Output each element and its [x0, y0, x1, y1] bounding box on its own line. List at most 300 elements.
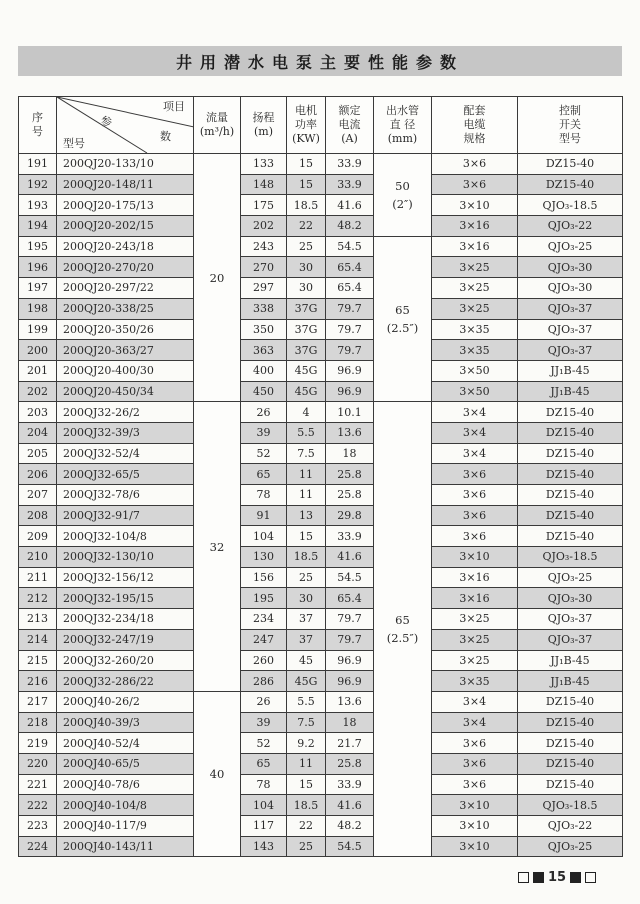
- model-cell: 200QJ32-26/2: [57, 402, 194, 423]
- header-cable: 配套 电缆 规格: [432, 97, 518, 154]
- model-cell: 200QJ40-26/2: [57, 691, 194, 712]
- switch-cell: DZ15-40: [518, 712, 623, 733]
- power-cell: 22: [287, 816, 326, 837]
- table-row: [19, 588, 623, 609]
- switch-cell: QJO₃-37: [518, 340, 623, 361]
- head-cell: 175: [241, 195, 287, 216]
- power-cell: 7.5: [287, 443, 326, 464]
- switch-cell: QJO₃-37: [518, 609, 623, 630]
- square-outline-icon: [585, 872, 596, 883]
- model-cell: 200QJ20-202/15: [57, 216, 194, 237]
- flow-value: 32: [209, 539, 225, 554]
- table-row: [19, 360, 623, 381]
- power-cell: 45: [287, 650, 326, 671]
- switch-cell: DZ15-40: [518, 485, 623, 506]
- row-number: 213: [19, 609, 57, 630]
- current-cell: 54.5: [326, 236, 374, 257]
- table-row: [19, 691, 623, 712]
- power-cell: 15: [287, 174, 326, 195]
- power-cell: 25: [287, 836, 326, 857]
- switch-cell: DZ15-40: [518, 774, 623, 795]
- table-row: [19, 257, 623, 278]
- table-row: [19, 340, 623, 361]
- table-row: [19, 505, 623, 526]
- current-cell: 33.9: [326, 154, 374, 175]
- cable-cell: 3×25: [432, 629, 518, 650]
- current-cell: 54.5: [326, 567, 374, 588]
- row-number: 209: [19, 526, 57, 547]
- row-number: 212: [19, 588, 57, 609]
- current-cell: 79.7: [326, 629, 374, 650]
- table-row: [19, 526, 623, 547]
- row-number: 221: [19, 774, 57, 795]
- head-cell: 91: [241, 505, 287, 526]
- current-cell: 48.2: [326, 216, 374, 237]
- model-cell: 200QJ20-175/13: [57, 195, 194, 216]
- switch-cell: JJ₁B-45: [518, 671, 623, 692]
- switch-cell: DZ15-40: [518, 402, 623, 423]
- table-row: [19, 216, 623, 237]
- head-cell: 243: [241, 236, 287, 257]
- table-row: [19, 443, 623, 464]
- table-row: [19, 671, 623, 692]
- row-number: 223: [19, 816, 57, 837]
- model-cell: 200QJ20-270/20: [57, 257, 194, 278]
- pipe-diameter-value: 50 (2″): [392, 178, 413, 211]
- model-cell: 200QJ40-78/6: [57, 774, 194, 795]
- table-row: [19, 278, 623, 299]
- current-cell: 25.8: [326, 753, 374, 774]
- cable-cell: 3×25: [432, 650, 518, 671]
- power-cell: 30: [287, 257, 326, 278]
- square-outline-icon: [518, 872, 529, 883]
- cable-cell: 3×6: [432, 505, 518, 526]
- switch-cell: QJO₃-18.5: [518, 795, 623, 816]
- switch-cell: QJO₃-30: [518, 257, 623, 278]
- table-row: [19, 402, 623, 423]
- power-cell: 45G: [287, 381, 326, 402]
- power-cell: 37G: [287, 298, 326, 319]
- model-cell: 200QJ20-450/34: [57, 381, 194, 402]
- header-pipe: 出水管 直 径 (mm): [374, 97, 432, 154]
- current-cell: 10.1: [326, 402, 374, 423]
- switch-cell: QJO₃-30: [518, 278, 623, 299]
- table-row: [19, 774, 623, 795]
- switch-cell: JJ₁B-45: [518, 650, 623, 671]
- cable-cell: 3×10: [432, 816, 518, 837]
- current-cell: 79.7: [326, 298, 374, 319]
- power-cell: 37: [287, 609, 326, 630]
- row-number: 219: [19, 733, 57, 754]
- power-cell: 45G: [287, 360, 326, 381]
- power-cell: 15: [287, 526, 326, 547]
- current-cell: 41.6: [326, 195, 374, 216]
- row-number: 198: [19, 298, 57, 319]
- power-cell: 7.5: [287, 712, 326, 733]
- table-row: [19, 795, 623, 816]
- power-cell: 25: [287, 567, 326, 588]
- power-cell: 18.5: [287, 195, 326, 216]
- cable-cell: 3×50: [432, 360, 518, 381]
- table-body: [19, 154, 623, 857]
- current-cell: 96.9: [326, 650, 374, 671]
- power-cell: 9.2: [287, 733, 326, 754]
- power-cell: 25: [287, 236, 326, 257]
- row-number: 201: [19, 360, 57, 381]
- table-row: [19, 816, 623, 837]
- head-cell: 234: [241, 609, 287, 630]
- model-cell: 200QJ40-104/8: [57, 795, 194, 816]
- model-cell: 200QJ20-297/22: [57, 278, 194, 299]
- row-number: 203: [19, 402, 57, 423]
- model-cell: 200QJ32-195/15: [57, 588, 194, 609]
- cable-cell: 3×4: [432, 402, 518, 423]
- page-title-bar: [18, 46, 622, 76]
- row-number: 204: [19, 422, 57, 443]
- switch-cell: QJO₃-25: [518, 836, 623, 857]
- table-row: [19, 319, 623, 340]
- cable-cell: 3×6: [432, 526, 518, 547]
- header-seq: 序 号: [19, 97, 57, 154]
- current-cell: 96.9: [326, 671, 374, 692]
- cable-cell: 3×10: [432, 795, 518, 816]
- model-cell: 200QJ32-286/22: [57, 671, 194, 692]
- model-cell: 200QJ20-338/25: [57, 298, 194, 319]
- power-cell: 37G: [287, 340, 326, 361]
- cable-cell: 3×4: [432, 691, 518, 712]
- power-cell: 13: [287, 505, 326, 526]
- model-cell: 200QJ40-52/4: [57, 733, 194, 754]
- model-cell: 200QJ40-65/5: [57, 753, 194, 774]
- head-cell: 65: [241, 464, 287, 485]
- row-number: 220: [19, 753, 57, 774]
- power-cell: 37G: [287, 319, 326, 340]
- cable-cell: 3×25: [432, 257, 518, 278]
- power-cell: 5.5: [287, 691, 326, 712]
- head-cell: 338: [241, 298, 287, 319]
- cable-cell: 3×16: [432, 567, 518, 588]
- current-cell: 79.7: [326, 609, 374, 630]
- head-cell: 143: [241, 836, 287, 857]
- row-number: 214: [19, 629, 57, 650]
- cable-cell: 3×25: [432, 298, 518, 319]
- head-cell: 450: [241, 381, 287, 402]
- pipe-diameter-cell: [374, 154, 432, 237]
- cable-cell: 3×10: [432, 195, 518, 216]
- current-cell: 79.7: [326, 319, 374, 340]
- table-row: [19, 485, 623, 506]
- row-number: 216: [19, 671, 57, 692]
- current-cell: 25.8: [326, 485, 374, 506]
- switch-cell: JJ₁B-45: [518, 360, 623, 381]
- header-switch: 控制 开关 型号: [518, 97, 623, 154]
- header-flow: 流量 (m³/h): [194, 97, 241, 154]
- switch-cell: QJO₃-18.5: [518, 547, 623, 568]
- switch-cell: DZ15-40: [518, 174, 623, 195]
- current-cell: 25.8: [326, 464, 374, 485]
- row-number: 215: [19, 650, 57, 671]
- power-cell: 11: [287, 464, 326, 485]
- power-cell: 37: [287, 629, 326, 650]
- pipe-diameter-cell: [374, 402, 432, 857]
- switch-cell: DZ15-40: [518, 526, 623, 547]
- switch-cell: DZ15-40: [518, 691, 623, 712]
- current-cell: 33.9: [326, 174, 374, 195]
- model-cell: 200QJ32-78/6: [57, 485, 194, 506]
- flow-cell: [194, 154, 241, 402]
- page-title: 井用潜水电泵主要性能参数: [175, 52, 464, 72]
- cable-cell: 3×4: [432, 443, 518, 464]
- head-cell: 26: [241, 402, 287, 423]
- cable-cell: 3×35: [432, 671, 518, 692]
- table-row: [19, 174, 623, 195]
- switch-cell: QJO₃-22: [518, 816, 623, 837]
- table-row: [19, 547, 623, 568]
- table-header-row: [19, 97, 623, 154]
- switch-cell: DZ15-40: [518, 154, 623, 175]
- row-number: 222: [19, 795, 57, 816]
- row-number: 218: [19, 712, 57, 733]
- switch-cell: DZ15-40: [518, 753, 623, 774]
- head-cell: 286: [241, 671, 287, 692]
- power-cell: 45G: [287, 671, 326, 692]
- head-cell: 104: [241, 526, 287, 547]
- square-filled-icon: [570, 872, 581, 883]
- head-cell: 202: [241, 216, 287, 237]
- cable-cell: 3×10: [432, 836, 518, 857]
- head-cell: 39: [241, 422, 287, 443]
- head-cell: 130: [241, 547, 287, 568]
- switch-cell: DZ15-40: [518, 505, 623, 526]
- model-cell: 200QJ20-350/26: [57, 319, 194, 340]
- square-filled-icon: [533, 872, 544, 883]
- head-cell: 78: [241, 774, 287, 795]
- header-num-label: 数: [160, 130, 171, 143]
- row-number: 207: [19, 485, 57, 506]
- cable-cell: 3×16: [432, 216, 518, 237]
- model-cell: 200QJ32-104/8: [57, 526, 194, 547]
- model-cell: 200QJ32-91/7: [57, 505, 194, 526]
- header-power: 电机 功率 (KW): [287, 97, 326, 154]
- row-number: 217: [19, 691, 57, 712]
- flow-cell: [194, 691, 241, 857]
- head-cell: 52: [241, 443, 287, 464]
- cable-cell: 3×35: [432, 319, 518, 340]
- switch-cell: DZ15-40: [518, 443, 623, 464]
- current-cell: 65.4: [326, 278, 374, 299]
- head-cell: 297: [241, 278, 287, 299]
- head-cell: 363: [241, 340, 287, 361]
- row-number: 200: [19, 340, 57, 361]
- current-cell: 48.2: [326, 816, 374, 837]
- head-cell: 156: [241, 567, 287, 588]
- head-cell: 350: [241, 319, 287, 340]
- current-cell: 13.6: [326, 422, 374, 443]
- head-cell: 117: [241, 816, 287, 837]
- head-cell: 104: [241, 795, 287, 816]
- row-number: 206: [19, 464, 57, 485]
- model-cell: 200QJ32-156/12: [57, 567, 194, 588]
- page-number: 15: [548, 869, 567, 885]
- cable-cell: 3×6: [432, 774, 518, 795]
- switch-cell: DZ15-40: [518, 464, 623, 485]
- cable-cell: 3×50: [432, 381, 518, 402]
- current-cell: 79.7: [326, 340, 374, 361]
- head-cell: 26: [241, 691, 287, 712]
- model-cell: 200QJ32-130/10: [57, 547, 194, 568]
- head-cell: 39: [241, 712, 287, 733]
- cable-cell: 3×6: [432, 154, 518, 175]
- power-cell: 5.5: [287, 422, 326, 443]
- flow-cell: [194, 402, 241, 692]
- switch-cell: QJO₃-37: [518, 629, 623, 650]
- flow-value: 20: [209, 270, 225, 285]
- switch-cell: QJO₃-30: [518, 588, 623, 609]
- current-cell: 13.6: [326, 691, 374, 712]
- switch-cell: QJO₃-25: [518, 236, 623, 257]
- row-number: 199: [19, 319, 57, 340]
- head-cell: 247: [241, 629, 287, 650]
- head-cell: 52: [241, 733, 287, 754]
- row-number: 224: [19, 836, 57, 857]
- table-row: [19, 753, 623, 774]
- model-cell: 200QJ32-234/18: [57, 609, 194, 630]
- model-cell: 200QJ20-243/18: [57, 236, 194, 257]
- cable-cell: 3×10: [432, 547, 518, 568]
- head-cell: 270: [241, 257, 287, 278]
- row-number: 193: [19, 195, 57, 216]
- power-cell: 18.5: [287, 547, 326, 568]
- header-item-label: 项目: [163, 100, 185, 113]
- table-row: [19, 464, 623, 485]
- model-cell: 200QJ20-363/27: [57, 340, 194, 361]
- pipe-diameter-value: 65 (2.5″): [386, 303, 419, 335]
- current-cell: 54.5: [326, 836, 374, 857]
- current-cell: 41.6: [326, 547, 374, 568]
- table-row: [19, 733, 623, 754]
- table-row: [19, 195, 623, 216]
- table-row: [19, 298, 623, 319]
- cable-cell: 3×25: [432, 609, 518, 630]
- table-row: [19, 567, 623, 588]
- table-row: [19, 154, 623, 175]
- switch-cell: DZ15-40: [518, 422, 623, 443]
- model-cell: 200QJ20-148/11: [57, 174, 194, 195]
- model-cell: 200QJ40-143/11: [57, 836, 194, 857]
- table-row: [19, 836, 623, 857]
- switch-cell: JJ₁B-45: [518, 381, 623, 402]
- model-cell: 200QJ32-65/5: [57, 464, 194, 485]
- switch-cell: QJO₃-25: [518, 567, 623, 588]
- switch-cell: QJO₃-18.5: [518, 195, 623, 216]
- power-cell: 4: [287, 402, 326, 423]
- current-cell: 33.9: [326, 774, 374, 795]
- head-cell: 400: [241, 360, 287, 381]
- cable-cell: 3×16: [432, 236, 518, 257]
- current-cell: 29.8: [326, 505, 374, 526]
- cable-cell: 3×6: [432, 485, 518, 506]
- cable-cell: 3×6: [432, 733, 518, 754]
- row-number: 196: [19, 257, 57, 278]
- row-number: 192: [19, 174, 57, 195]
- row-number: 202: [19, 381, 57, 402]
- header-head: 扬程 (m): [241, 97, 287, 154]
- model-cell: 200QJ20-133/10: [57, 154, 194, 175]
- page-footer: [518, 868, 596, 886]
- table-row: [19, 609, 623, 630]
- cable-cell: 3×4: [432, 422, 518, 443]
- power-cell: 18.5: [287, 795, 326, 816]
- row-number: 197: [19, 278, 57, 299]
- table-row: [19, 236, 623, 257]
- pipe-diameter-cell: [374, 236, 432, 402]
- power-cell: 15: [287, 154, 326, 175]
- flow-value: 40: [209, 767, 225, 782]
- model-cell: 200QJ32-247/19: [57, 629, 194, 650]
- current-cell: 18: [326, 443, 374, 464]
- power-cell: 30: [287, 278, 326, 299]
- model-cell: 200QJ40-117/9: [57, 816, 194, 837]
- table-row: [19, 650, 623, 671]
- pipe-diameter-value: 65 (2.5″): [386, 613, 419, 646]
- power-cell: 11: [287, 485, 326, 506]
- cable-cell: 3×35: [432, 340, 518, 361]
- model-cell: 200QJ40-39/3: [57, 712, 194, 733]
- current-cell: 18: [326, 712, 374, 733]
- table-row: [19, 422, 623, 443]
- power-cell: 30: [287, 588, 326, 609]
- cable-cell: 3×16: [432, 588, 518, 609]
- power-cell: 22: [287, 216, 326, 237]
- row-number: 194: [19, 216, 57, 237]
- head-cell: 148: [241, 174, 287, 195]
- table-row: [19, 381, 623, 402]
- header-model-label: 型号: [63, 137, 85, 150]
- cable-cell: 3×4: [432, 712, 518, 733]
- header-diagonal: [57, 97, 194, 154]
- power-cell: 15: [287, 774, 326, 795]
- switch-cell: DZ15-40: [518, 733, 623, 754]
- switch-cell: QJO₃-37: [518, 319, 623, 340]
- head-cell: 133: [241, 154, 287, 175]
- model-cell: 200QJ20-400/30: [57, 360, 194, 381]
- row-number: 195: [19, 236, 57, 257]
- model-cell: 200QJ32-260/20: [57, 650, 194, 671]
- head-cell: 260: [241, 650, 287, 671]
- head-cell: 65: [241, 753, 287, 774]
- row-number: 210: [19, 547, 57, 568]
- cable-cell: 3×25: [432, 278, 518, 299]
- current-cell: 96.9: [326, 381, 374, 402]
- switch-cell: QJO₃-22: [518, 216, 623, 237]
- model-cell: 200QJ32-52/4: [57, 443, 194, 464]
- model-cell: 200QJ32-39/3: [57, 422, 194, 443]
- table-row: [19, 712, 623, 733]
- current-cell: 65.4: [326, 257, 374, 278]
- current-cell: 65.4: [326, 588, 374, 609]
- cable-cell: 3×6: [432, 753, 518, 774]
- head-cell: 195: [241, 588, 287, 609]
- row-number: 208: [19, 505, 57, 526]
- cable-cell: 3×6: [432, 464, 518, 485]
- head-cell: 78: [241, 485, 287, 506]
- current-cell: 96.9: [326, 360, 374, 381]
- power-cell: 11: [287, 753, 326, 774]
- header-param-label: 参: [101, 115, 112, 128]
- header-current: 额定 电流 (A): [326, 97, 374, 154]
- row-number: 191: [19, 154, 57, 175]
- cable-cell: 3×6: [432, 174, 518, 195]
